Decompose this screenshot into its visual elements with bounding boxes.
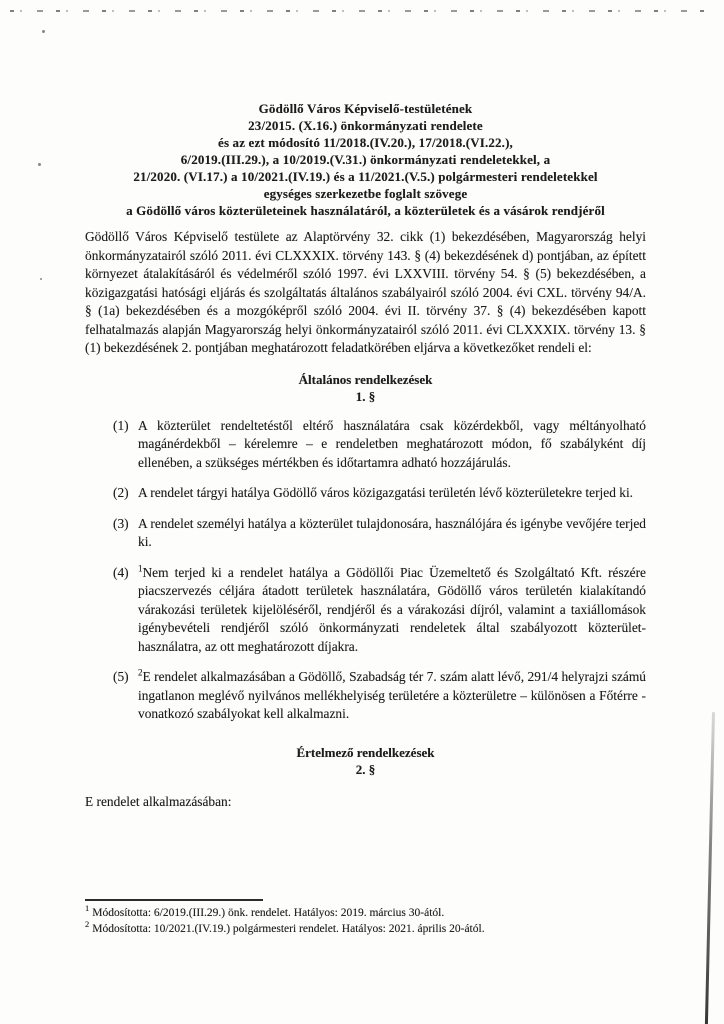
- footnote: [85, 903, 645, 922]
- list-item: [113, 564, 646, 657]
- scan-speck: [38, 163, 41, 166]
- item-text: [138, 564, 646, 657]
- item-text: [138, 515, 646, 552]
- item-number: (1): [113, 417, 129, 433]
- section-heading-interpretive: [85, 744, 646, 778]
- item-text-body: A közterület rendeltetéstől eltérő használatára csak közérdekből, vagy méltányolható magánérdekből – kérelemre – e rendeletben meghatározott módon, fő szabályként díj ellenében, a szükséges mértékben és időtartamra adható hozzájárulás.: [138, 417, 646, 470]
- document-title: [85, 100, 646, 219]
- footnotes-block: [85, 899, 645, 937]
- item-number: (5): [113, 669, 129, 685]
- title-line: 6/2019.(III.29.), a 10/2019.(V.31.) önkormányzati rendeletekkel, a: [180, 152, 551, 167]
- document-body: [85, 100, 646, 823]
- section-number: 1. §: [355, 388, 376, 404]
- item-text-body: Nem terjed ki a rendelet hatálya a Gödöllői Piac Üzemeltető és Szolgáltató Kft. részére piacszervezés céljára átadott területek használatára, Gödöllő város területén kialakítandó várakozási területek kijelöléséről, rendjéről és a várakozási díjról, valamint a taxiállomások igénybevételi rendjéről szóló önkormányzati rendeletek által szabályozott közterület-használatra, az ott meghatározott díjakra.: [138, 564, 646, 654]
- footnote-text: Módosította: 10/2021.(IV.19.) polgármesteri rendelet. Hatályos: 2021. április 20-ától.: [92, 922, 485, 935]
- section-heading-general: [85, 371, 646, 405]
- scan-edge-speckle-line: [10, 10, 708, 12]
- section-number: 2. §: [355, 761, 376, 777]
- list-item: [113, 484, 646, 503]
- footnote-text: Módosította: 6/2019.(III.29.) önk. rendelet. Hatályos: 2019. március 30-ától.: [92, 907, 445, 919]
- item-text: [138, 668, 646, 724]
- item-text-body: A rendelet személyi hatálya a közterület tulajdonosára, használójára és igénybe vevőjére terjed ki.: [138, 515, 646, 550]
- item-text-body: A rendelet tárgyi hatálya Gödöllő város közigazgatási területén lévő közterületekre terjed ki.: [138, 485, 634, 501]
- list-item: [113, 515, 646, 552]
- footnote-separator-rule: [85, 899, 263, 901]
- footnote-number: 1: [85, 903, 90, 914]
- lead-in-text: E rendelet alkalmazásában:: [85, 793, 232, 809]
- section-heading-text: Általános rendelkezések: [298, 371, 433, 387]
- item-text-body: E rendelet alkalmazásában a Gödöllő, Szabadság tér 7. szám alatt lévő, 291/4 helyrajzi számú ingatlanon meglévő nyilvános mellékhelyiség területére a közterületre – különösen a Főtérre - vonatkozó szabályokat kell alkalmazni.: [138, 669, 646, 722]
- scan-speck: [40, 278, 42, 280]
- title-line: 23/2015. (X.16.) önkormányzati rendelete: [248, 118, 483, 133]
- footnote-marker: 2: [138, 667, 143, 678]
- title-line: 21/2020. (VI.17.) a 10/2021.(IV.19.) és a 11/2021.(V.5.) polgármesteri rendeletekkel: [133, 169, 598, 184]
- section-heading-text: Értelmező rendelkezések: [296, 744, 435, 760]
- item-number: (3): [113, 515, 129, 531]
- item-number: (4): [113, 564, 129, 580]
- scan-right-edge-line: [705, 712, 715, 1024]
- numbered-paragraph-list: [85, 417, 646, 724]
- list-item: [113, 417, 646, 473]
- title-line: és az ezt módosító 11/2018.(IV.20.), 17/2018.(VI.22.),: [218, 135, 513, 150]
- title-line: Gödöllő Város Képviselő-testületének: [258, 101, 473, 116]
- scan-speck: [42, 30, 45, 33]
- item-number: (2): [113, 485, 129, 501]
- footnote-number: 2: [85, 918, 90, 929]
- title-line: egységes szerkezetbe foglalt szövege: [263, 186, 468, 201]
- preamble-paragraph: Gödöllő Város Képviselő testülete az Alaptörvény 32. cikk (1) bekezdésében, Magyarország helyi önkormányzatairól szóló 2011. évi CLXXXIX. törvény 143. § (4) bekezdésének d) pontjában, az épített környezet átalakításáról és védelméről szóló 1997. évi LXXVIII. törvény 54. § (5) bekezdésében, a közigazgatási hatósági eljárás és szolgáltatás általános szabályairól szóló 2004. évi CXL. törvény 94/A. § (1a) bekezdésében és a mozgóképről szóló 2004. évi II. törvény 37. § (4) bekezdésében kapott felhatalmazás alapján Magyarország helyi önkormányzatairól szóló 2011. évi CLXXXIX. törvény 13. § (1) bekezdésének 2. pontjában meghatározott feladatkörében eljárva a következőket rendeli el:: [85, 229, 646, 355]
- title-line: a Gödöllő város közterületeinek használatáról, a közterületek és a vásárok rendjéről: [126, 203, 605, 218]
- footnote-marker: 1: [138, 563, 143, 574]
- list-item: [113, 668, 646, 724]
- item-text: [138, 484, 646, 503]
- footnote: [85, 918, 645, 938]
- item-text: [138, 417, 646, 473]
